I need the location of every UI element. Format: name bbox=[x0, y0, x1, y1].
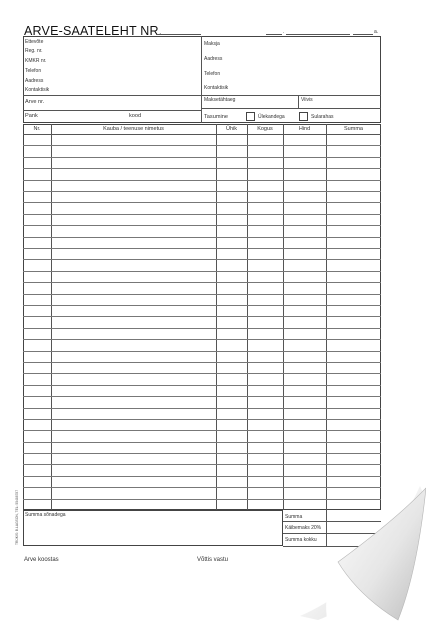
col-header-nr: Nr. bbox=[33, 126, 41, 132]
cash-label: Sularahas bbox=[311, 114, 334, 120]
document-title: ARVE-SAATELEHT NR. bbox=[24, 24, 163, 38]
issued-by-label: Arve koostas bbox=[24, 557, 59, 563]
seller-contact-label: Kontaktisik bbox=[25, 87, 50, 93]
transfer-label: Ülekandega bbox=[258, 114, 285, 120]
subtotal-label: Summa bbox=[285, 514, 303, 520]
buyer-contact-label: Kontaktisik bbox=[204, 85, 229, 91]
seller-vatnr-label: KMKR nr. bbox=[25, 58, 47, 64]
seller-phone-label: Telefon bbox=[25, 68, 42, 74]
seller-address-label: Aadress bbox=[25, 78, 44, 84]
printer-imprint: TRÜKIS: B.LAGSON, TEL: 55488787 bbox=[15, 489, 19, 545]
col-header-unit: Ühik bbox=[225, 126, 237, 132]
sum-in-words-label: Summa sõnadega bbox=[25, 512, 66, 518]
late-fee-label: Viivis bbox=[301, 97, 313, 103]
col-header-item: Kauba / teenuse nimetus bbox=[103, 126, 164, 132]
col-header-price: Hind bbox=[298, 126, 311, 132]
due-date-label: Maksetähtaeg bbox=[204, 97, 236, 103]
bank-label: Pank bbox=[25, 113, 38, 119]
seller-regnr-label: Reg. nr. bbox=[25, 48, 43, 54]
date-year-suffix: a. bbox=[374, 29, 379, 35]
buyer-payer-label: Maksja bbox=[204, 41, 220, 47]
invoice-number-label: Arve nr. bbox=[25, 99, 45, 105]
vat-label: Käibemaks 20% bbox=[285, 525, 322, 531]
payment-method-label: Tasumine bbox=[204, 114, 228, 120]
buyer-phone-label: Telefon bbox=[204, 71, 221, 77]
grand-total-label: Summa kokku bbox=[285, 537, 317, 543]
bank-code-label: kood bbox=[129, 113, 142, 119]
col-header-qty: Kogus bbox=[257, 126, 273, 132]
date-separator-1: . bbox=[283, 29, 285, 35]
received-by-label: Võttis vastu bbox=[197, 557, 229, 563]
seller-company-label: Ettevõte bbox=[25, 39, 44, 45]
buyer-address-label: Aadress bbox=[204, 56, 223, 62]
col-header-sum: Summa bbox=[344, 126, 363, 132]
